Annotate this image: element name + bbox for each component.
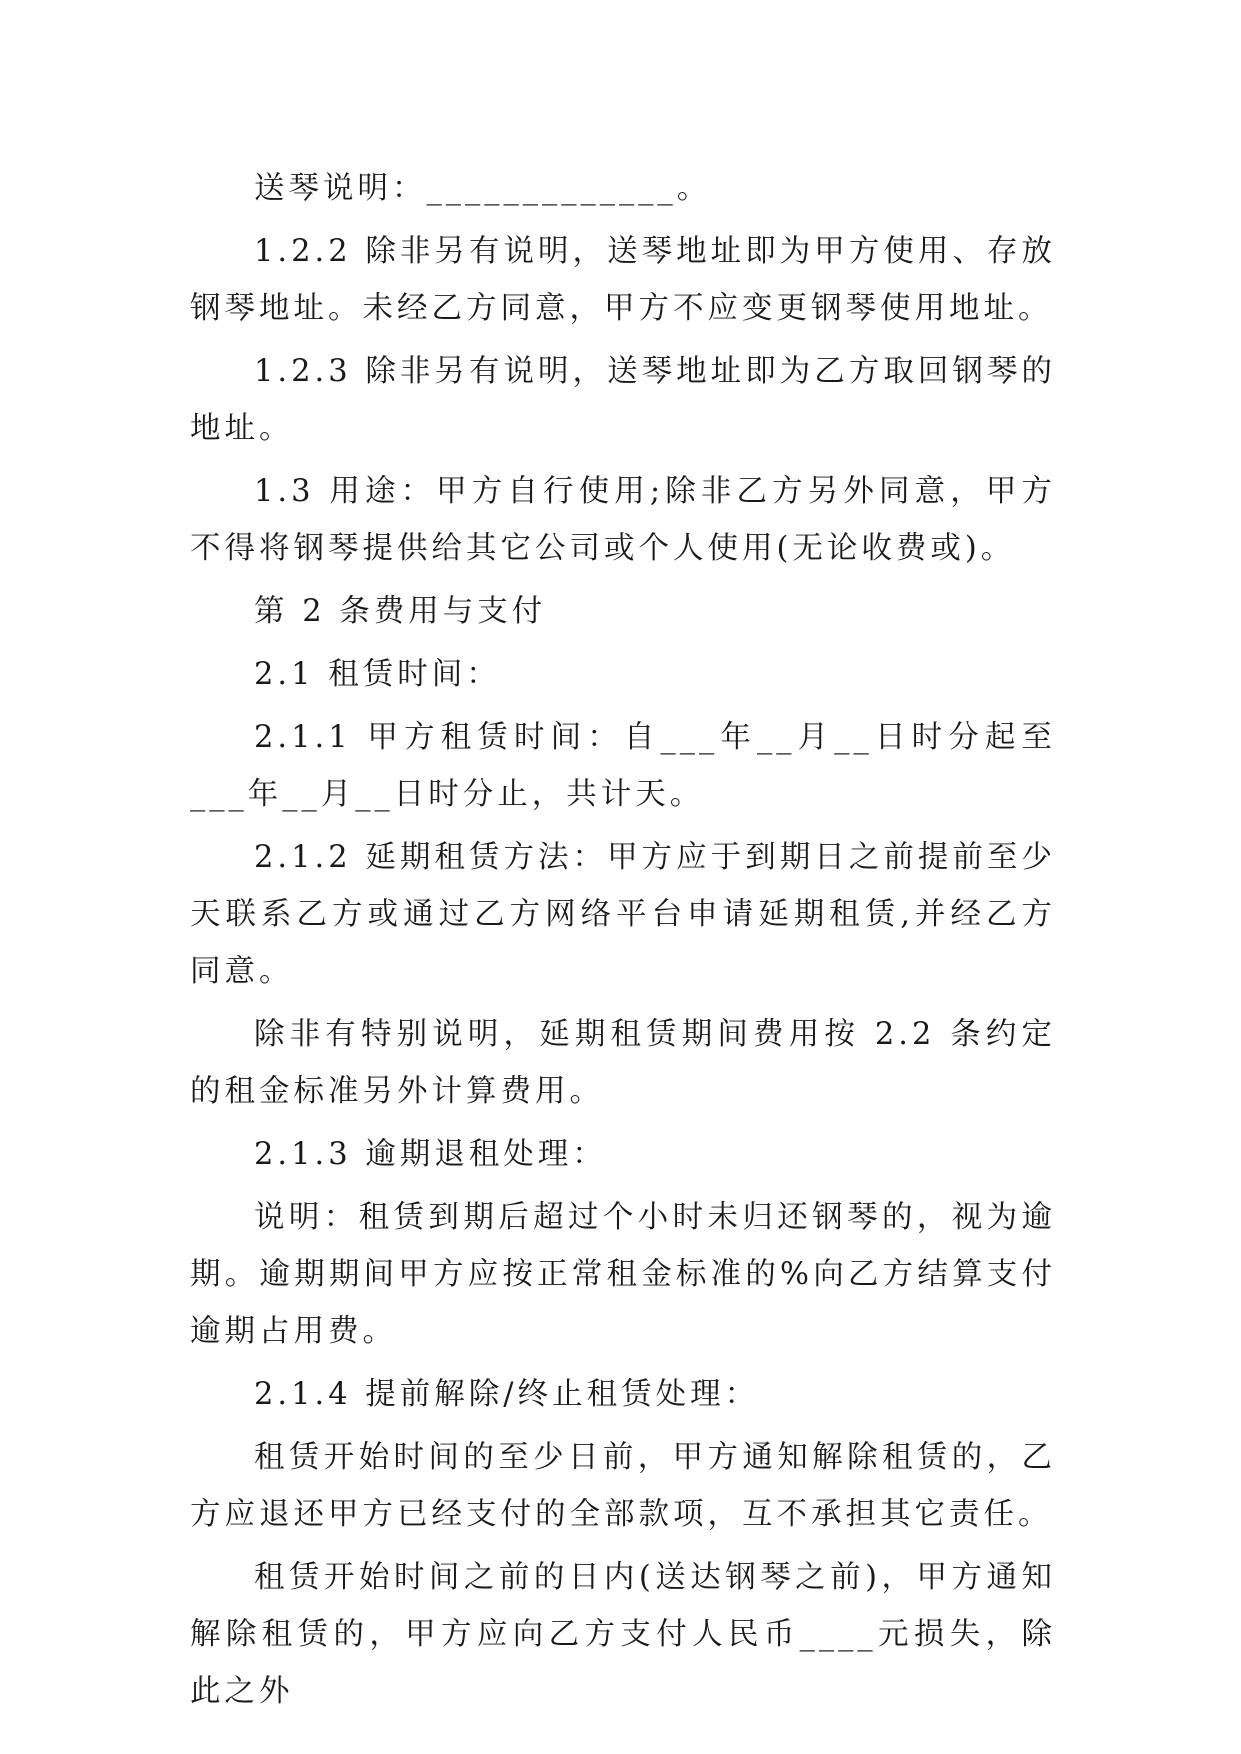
paragraph-2-1-1: 2.1.1 甲方租赁时间：自___年__月__日时分起至___年__月__日时分止，共计天。 — [190, 720, 1056, 812]
paragraph-2-1: 2.1 租赁时间： — [254, 657, 501, 692]
paragraph-1-2-2: 1.2.2 除非另有说明，送琴地址即为甲方使用、存放钢琴地址。未经乙方同意，甲方不应变更钢琴使用地址。 — [190, 234, 1056, 326]
paragraph-early-termination: 租赁开始时间的至少日前，甲方通知解除租赁的，乙方应退还甲方已经支付的全部款项，互不承担其它责任。 — [190, 1440, 1056, 1532]
paragraph-1-2-3: 1.2.3 除非另有说明，送琴地址即为乙方取回钢琴的地址。 — [190, 354, 1056, 446]
section-heading-article-2: 第 2 条费用与支付 — [254, 594, 547, 629]
paragraph-delivery-note: 送琴说明：_____________。 — [254, 171, 712, 206]
paragraph-2-1-4: 2.1.4 提前解除/终止租赁处理： — [254, 1377, 760, 1412]
document-body — [190, 160, 1056, 1726]
paragraph-overdue-note: 说明：租赁到期后超过个小时未归还钢琴的，视为逾期。逾期期间甲方应按正常租金标准的%向乙方结算支付逾期占用费。 — [190, 1200, 1056, 1349]
paragraph-extension-fee: 除非有特别说明，延期租赁期间费用按 2.2 条约定的租金标准另外计算费用。 — [190, 1017, 1056, 1109]
paragraph-termination-before-delivery: 租赁开始时间之前的日内(送达钢琴之前)，甲方通知解除租赁的，甲方应向乙方支付人民币____元损失，除此之外 — [190, 1560, 1056, 1709]
paragraph-1-3: 1.3 用途：甲方自行使用;除非乙方另外同意，甲方不得将钢琴提供给其它公司或个人使用(无论收费或)。 — [190, 474, 1056, 566]
paragraph-2-1-2: 2.1.2 延期租赁方法：甲方应于到期日之前提前至少天联系乙方或通过乙方网络平台申请延期租赁,并经乙方同意。 — [190, 840, 1056, 989]
paragraph-2-1-3: 2.1.3 逾期退租处理： — [254, 1137, 607, 1172]
